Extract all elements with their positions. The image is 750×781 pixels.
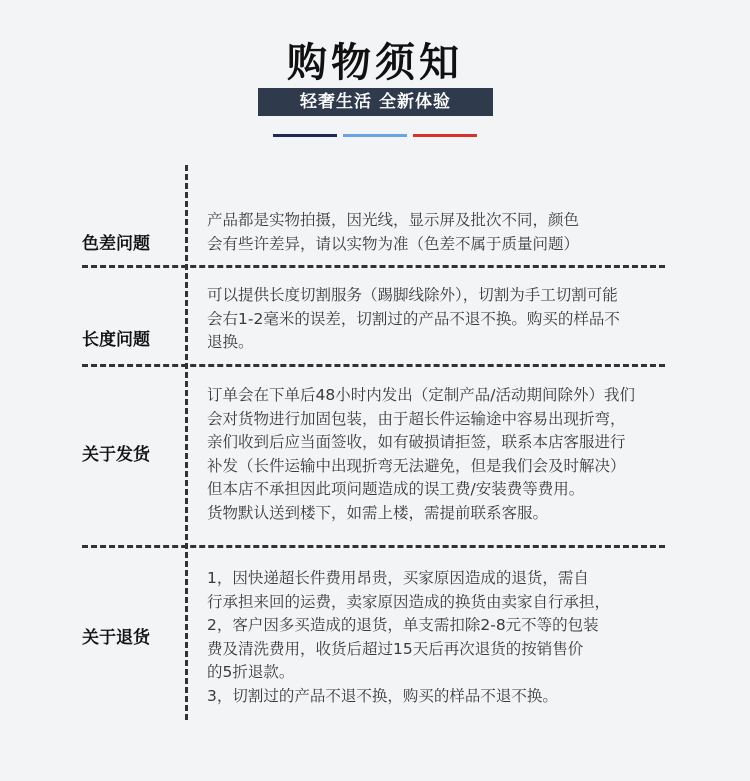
text-line: 费及清洗费用，收货后超过15天后再次退货的按销售价	[207, 639, 584, 658]
accent-line-red	[413, 134, 477, 137]
text-line: 但本店不承担因此项问题造成的误工费/安装费等费用。	[207, 480, 585, 498]
text-line: 2，客户因多买造成的退货，单支需扣除2-8元不等的包装	[207, 616, 599, 634]
section-label-shipping: 关于发货	[82, 445, 150, 465]
text-line: 产品都是实物拍摄，因光线，显示屏及批次不同，颜色	[207, 211, 580, 229]
text-line: 1，因快递超长件费用昂贵，买家原因造成的退货，需自	[207, 569, 589, 587]
section-text-shipping	[207, 384, 677, 525]
text-line: 会对货物进行加固包装，由于超长件运输途中容易出现折弯，	[207, 409, 626, 428]
text-line: 会右1-2毫米的误差，切割过的产品不退不换。购买的样品不	[207, 309, 620, 328]
text-line: 亲们收到后应当面签收，如有破损请拒签，联系本店客服进行	[207, 433, 626, 451]
accent-line-blue	[343, 134, 407, 137]
text-line: 的5折退款。	[207, 663, 295, 681]
text-line: 补发（长件运输中出现折弯无法避免，但是我们会及时解决）	[207, 456, 626, 475]
text-line: 货物默认送到楼下，如需上楼，需提前联系客服。	[207, 503, 549, 522]
section-text-color-difference	[207, 209, 677, 256]
section-divider	[82, 545, 665, 548]
section-divider	[82, 364, 665, 367]
section-text-length	[207, 284, 677, 355]
section-text-returns	[207, 567, 677, 708]
section-label-length: 长度问题	[82, 330, 150, 350]
text-line: 会有些许差异，请以实物为准（色差不属于质量问题）	[207, 234, 580, 253]
accent-line-dark	[273, 134, 337, 137]
section-divider	[82, 265, 665, 268]
text-line: 退换。	[207, 333, 254, 351]
text-line: 可以提供长度切割服务（踢脚线除外），切割为手工切割可能	[207, 286, 618, 304]
section-label-returns: 关于退货	[82, 628, 150, 648]
page-title: 购物须知	[287, 40, 463, 86]
vertical-divider	[185, 165, 188, 720]
section-label-color-difference: 色差问题	[82, 234, 150, 254]
text-line: 3，切割过的产品不退不换，购买的样品不退不换。	[207, 686, 558, 705]
text-line: 行承担来回的运费，卖家原因造成的换货由卖家自行承担，	[207, 592, 611, 611]
text-line: 订单会在下单后48小时内发出（定制产品/活动期间除外）我们	[207, 386, 635, 404]
subtitle-banner: 轻奢生活 全新体验	[258, 88, 493, 116]
